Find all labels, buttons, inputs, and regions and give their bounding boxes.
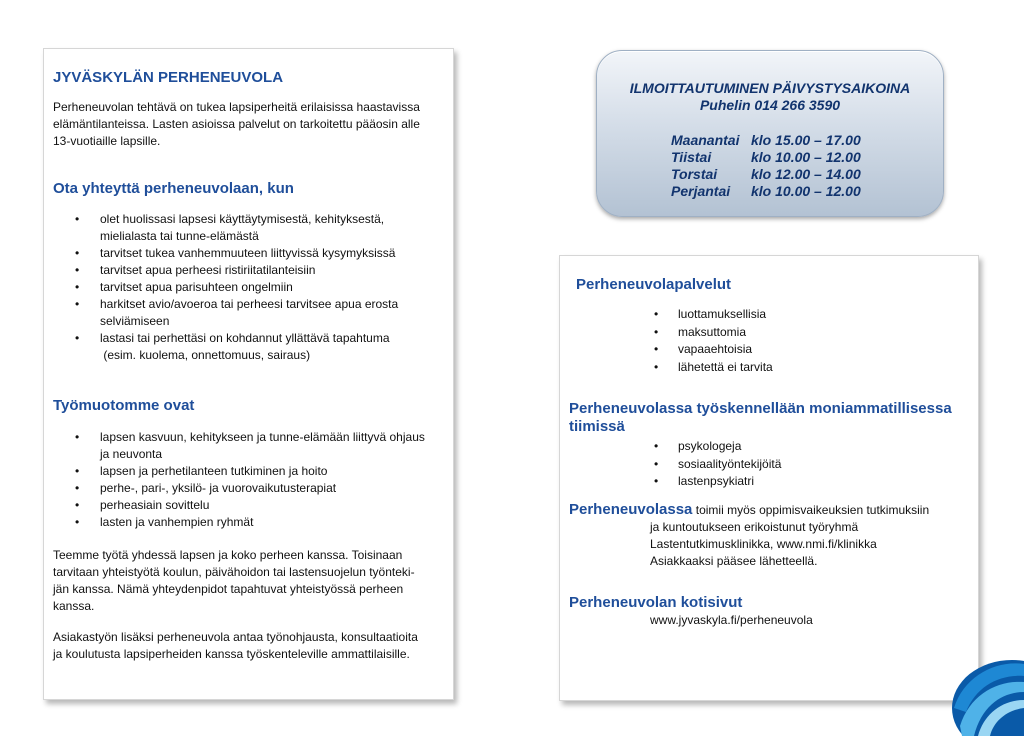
office-hours-callout [596,50,944,217]
homepage-heading: Perheneuvolan kotisivut [569,594,743,611]
list-item: • lähetettä ei tarvita [654,359,773,377]
team-heading: Perheneuvolassa työskennellään moniammatillisessa tiimissä [569,400,952,435]
clinic-line: Asiakkaaksi pääsee lähetteellä. [650,554,818,568]
clinic-details [650,519,877,570]
paragraph-line: Asiakastyön lisäksi perheneuvola antaa työnohjausta, konsultaatioita [53,630,418,644]
list-item: • harkitset avio/avoeroa tai perheesi tarvitsee apua erosta selviämiseen [75,296,445,330]
page-title: JYVÄSKYLÄN PERHENEUVOLA [53,69,284,86]
list-item: • psykologeja [654,438,781,456]
list-item: • perhe-, pari-, yksilö- ja vuorovaikutusterapiat [75,480,445,497]
paragraph-line: jän kanssa. Nämä yhteydenpidot tapahtuvat yhteistyössä perheen [53,582,404,596]
list-item: • tarvitset apua parisuhteen ongelmiin [75,279,445,296]
paragraph-line: ja koulutusta lapsiperheiden kanssa työskenteleville ammattilaisille. [53,647,410,661]
work-list [75,429,445,531]
paragraph-line: Teemme työtä yhdessä lapsen ja koko perheen kanssa. Toisinaan [53,548,403,562]
cooperation-paragraph [53,547,415,615]
list-item: • lasten ja vanhempien ryhmät [75,514,445,531]
paragraph-line: kanssa. [53,599,95,613]
team-list [654,438,781,491]
list-item: • perheasiain sovittelu [75,497,445,514]
hours-row: Torstai klo 12.00 – 14.00 [671,166,861,182]
right-info-panel [559,255,979,701]
contact-list [75,211,445,364]
hours-row: Maanantai klo 15.00 – 17.00 [671,132,861,148]
paragraph-line: tarvitaan yhteistyötä koulun, päivähoidon tai lastensuojelun työnteki- [53,565,415,579]
services-heading: Perheneuvolapalvelut [576,276,732,293]
list-item: • maksuttomia [654,324,773,342]
list-item: • lastasi tai perhettäsi on kohdannut yllättävä tapahtuma (esim. kuolema, onnettomuus, sairaus) [75,330,445,364]
hours-row: Tiistai klo 10.00 – 12.00 [671,149,861,165]
additional-paragraph [53,629,418,663]
services-list [654,306,773,376]
hours-row: Perjantai klo 10.00 – 12.00 [671,183,861,199]
list-item: • sosiaalityöntekijöitä [654,456,781,474]
list-item: • lapsen kasvuun, kehitykseen ja tunne-elämään liittyvä ohjaus ja neuvonta [75,429,445,463]
homepage-link[interactable]: www.jyvaskyla.fi/perheneuvola [650,613,813,627]
callout-title: ILMOITTAUTUMINEN PÄIVYSTYSAIKOINA [629,80,911,96]
list-item: • lapsen ja perhetilanteen tutkiminen ja hoito [75,463,445,480]
list-item: • luottamuksellisia [654,306,773,324]
intro-line: elämäntilanteissa. Lasten asioissa palvelut on tarkoitettu pääosin alle [53,117,420,131]
clinic-intro-rest: toimii myös oppimisvaikeuksien tutkimuksiin [692,503,930,517]
list-item: • vapaaehtoisia [654,341,773,359]
clinic-intro [569,501,929,518]
clinic-line: Lastentutkimusklinikka, www.nmi.fi/klinikka [650,537,877,551]
list-item: • tarvitset tukea vanhemmuuteen liittyvissä kysymyksissä [75,245,445,262]
city-logo-swirl [950,656,1024,736]
contact-heading: Ota yhteyttä perheneuvolaan, kun [53,180,294,197]
clinic-bold-word: Perheneuvolassa [569,501,693,518]
list-item: • olet huolissasi lapsesi käyttäytymisestä, kehityksestä, mielialasta tai tunne-elämästä [75,211,445,245]
intro-line: Perheneuvolan tehtävä on tukea lapsiperheitä erilaisissa haastavissa [53,100,420,114]
list-item: • tarvitset apua perheesi ristiriitatilanteisiin [75,262,445,279]
clinic-line: ja kuntoutukseen erikoistunut työryhmä [650,520,859,534]
left-info-panel [43,48,454,700]
work-heading: Työmuotomme ovat [53,397,195,414]
intro-line: 13-vuotiaille lapsille. [53,134,161,148]
intro-paragraph [53,99,420,150]
callout-phone: Puhelin 014 266 3590 [699,97,841,113]
list-item: • lastenpsykiatri [654,473,781,491]
